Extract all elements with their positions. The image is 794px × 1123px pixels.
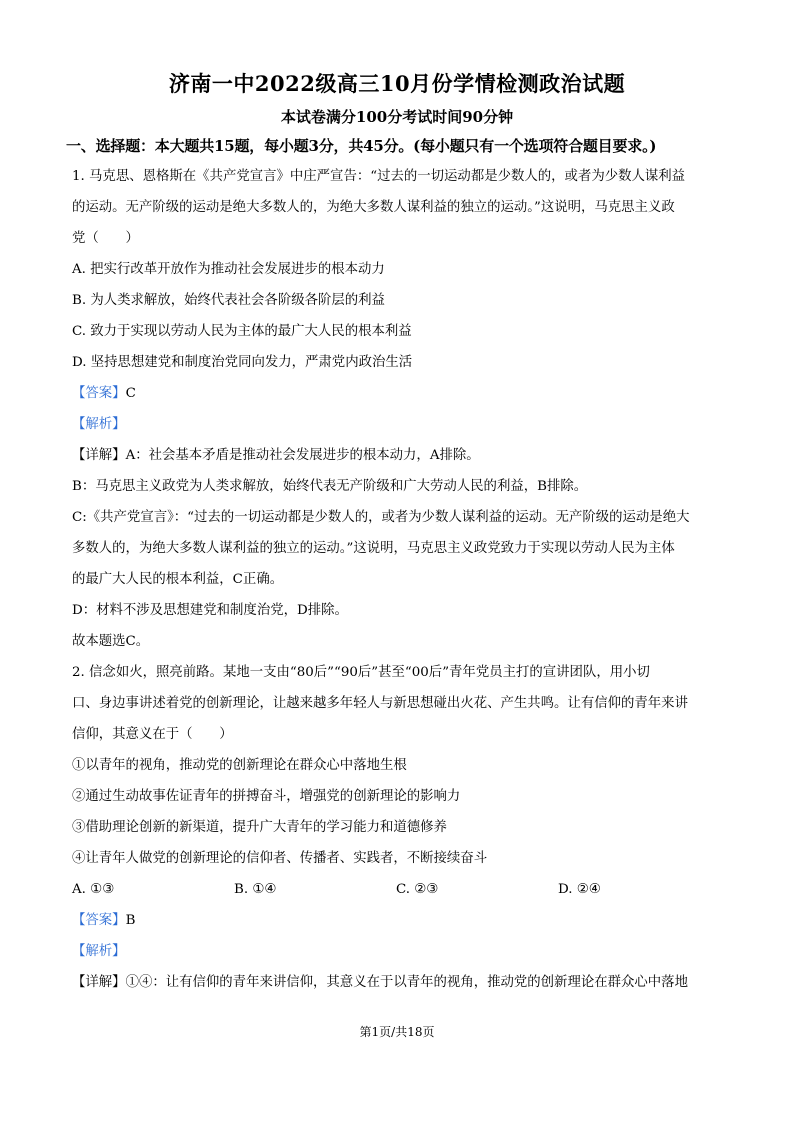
analysis-tag: 【解析】	[72, 417, 126, 432]
detail-tag: 【详解】	[72, 975, 126, 990]
question-1-detail-b: B：马克思主义政党为人类求解放，始终代表无产阶级和广大劳动人民的利益，B排除。	[72, 479, 588, 494]
question-2-answer	[72, 905, 722, 936]
question-1-stem-line-3: 党（ ）	[72, 231, 139, 246]
question-2-analysis	[72, 936, 722, 967]
question-1-conclusion: 故本题选C。	[72, 634, 150, 649]
detail-tag: 【详解】	[72, 448, 126, 463]
detail-text: ①④：让有信仰的青年来讲信仰，其意义在于以青年的视角，推动党的创新理论在群众心中落地	[125, 975, 688, 990]
question-2-statement-2: ②通过生动故事佐证青年的拼搏奋斗，增强党的创新理论的影响力	[72, 789, 461, 804]
question-2-choices	[72, 874, 722, 905]
page-number: 第1页/共18页	[359, 1025, 435, 1039]
detail-text: A：社会基本矛盾是推动社会发展进步的根本动力，A排除。	[125, 448, 480, 463]
question-2-stem-line-3: 信仰，其意义在于（ ）	[72, 727, 233, 742]
question-2-choice-d: D. ②④	[558, 882, 601, 897]
answer-tag: 【答案】	[72, 913, 126, 928]
question-1-detail-c-line-1: C:《共产党宣言》：“过去的一切运动都是少数人的，或者为少数人谋利益的运动。无产阶级的运动是绝大	[72, 510, 690, 525]
page-subtitle: 本试卷满分100分考试时间90分钟	[280, 108, 514, 126]
question-1	[72, 161, 722, 657]
question-1-detail-a	[72, 440, 722, 471]
question-1-answer	[72, 378, 722, 409]
question-2-statement-4: ④让青年人做党的创新理论的信仰者、传播者、实践者，不断接续奋斗	[72, 851, 488, 866]
question-2-stem-line-2: 口、身边事讲述着党的创新理论，让越来越多年轻人与新思想碰出火花、产生共鸣。让有信仰的青年来讲	[72, 696, 688, 711]
question-1-detail-d: D：材料不涉及思想建党和制度治党，D排除。	[72, 603, 348, 618]
question-2-choice-b: B. ①④	[234, 882, 277, 897]
question-1-option-b: B. 为人类求解放，始终代表社会各阶级各阶层的利益	[72, 293, 385, 308]
question-1-option-a: A. 把实行改革开放作为推动社会发展进步的根本动力	[72, 262, 385, 277]
question-1-stem-line-1: 1. 马克思、恩格斯在《共产党宣言》中庄严宣告：“过去的一切运动都是少数人的，或者为少数人谋利益	[72, 169, 686, 184]
question-1-analysis	[72, 409, 722, 440]
question-1-detail-c-line-2: 多数人的，为绝大多数人谋利益的独立的运动。”这说明，马克思主义政党致力于实现以劳动人民为主体	[72, 541, 675, 556]
question-2-statement-3: ③借助理论创新的新渠道，提升广大青年的学习能力和道德修养	[72, 820, 447, 835]
answer-value: C	[125, 386, 136, 401]
answer-value: B	[125, 913, 136, 928]
analysis-tag: 【解析】	[72, 944, 126, 959]
question-2	[72, 657, 722, 998]
section-heading: 一、选择题：本大题共15题，每小题3分，共45分。(每小题只有一个选项符合题目要求。)	[66, 137, 657, 155]
question-2-choice-c: C. ②③	[396, 882, 439, 897]
question-2-choice-a: A. ①③	[72, 882, 115, 897]
question-1-stem-line-2: 的运动。无产阶级的运动是绝大多数人的，为绝大多数人谋利益的独立的运动。”这说明，马克思主义政	[72, 200, 675, 215]
question-2-statement-1: ①以青年的视角，推动党的创新理论在群众心中落地生根	[72, 758, 407, 773]
question-2-detail-1	[72, 967, 722, 998]
answer-tag: 【答案】	[72, 386, 126, 401]
question-2-stem-line-1: 2. 信念如火，照亮前路。某地一支由“80后”“90后”甚至“00后”青年党员主打的宣讲团队，用小切	[72, 665, 650, 680]
question-1-option-c: C. 致力于实现以劳动人民为主体的最广大人民的根本利益	[72, 324, 412, 339]
page-title: 济南一中2022级高三10月份学情检测政治试题	[168, 71, 626, 96]
question-1-detail-c-line-3: 的最广大人民的根本利益，C正确。	[72, 572, 284, 587]
question-1-option-d: D. 坚持思想建党和制度治党同向发力，严肃党内政治生活	[72, 355, 413, 370]
